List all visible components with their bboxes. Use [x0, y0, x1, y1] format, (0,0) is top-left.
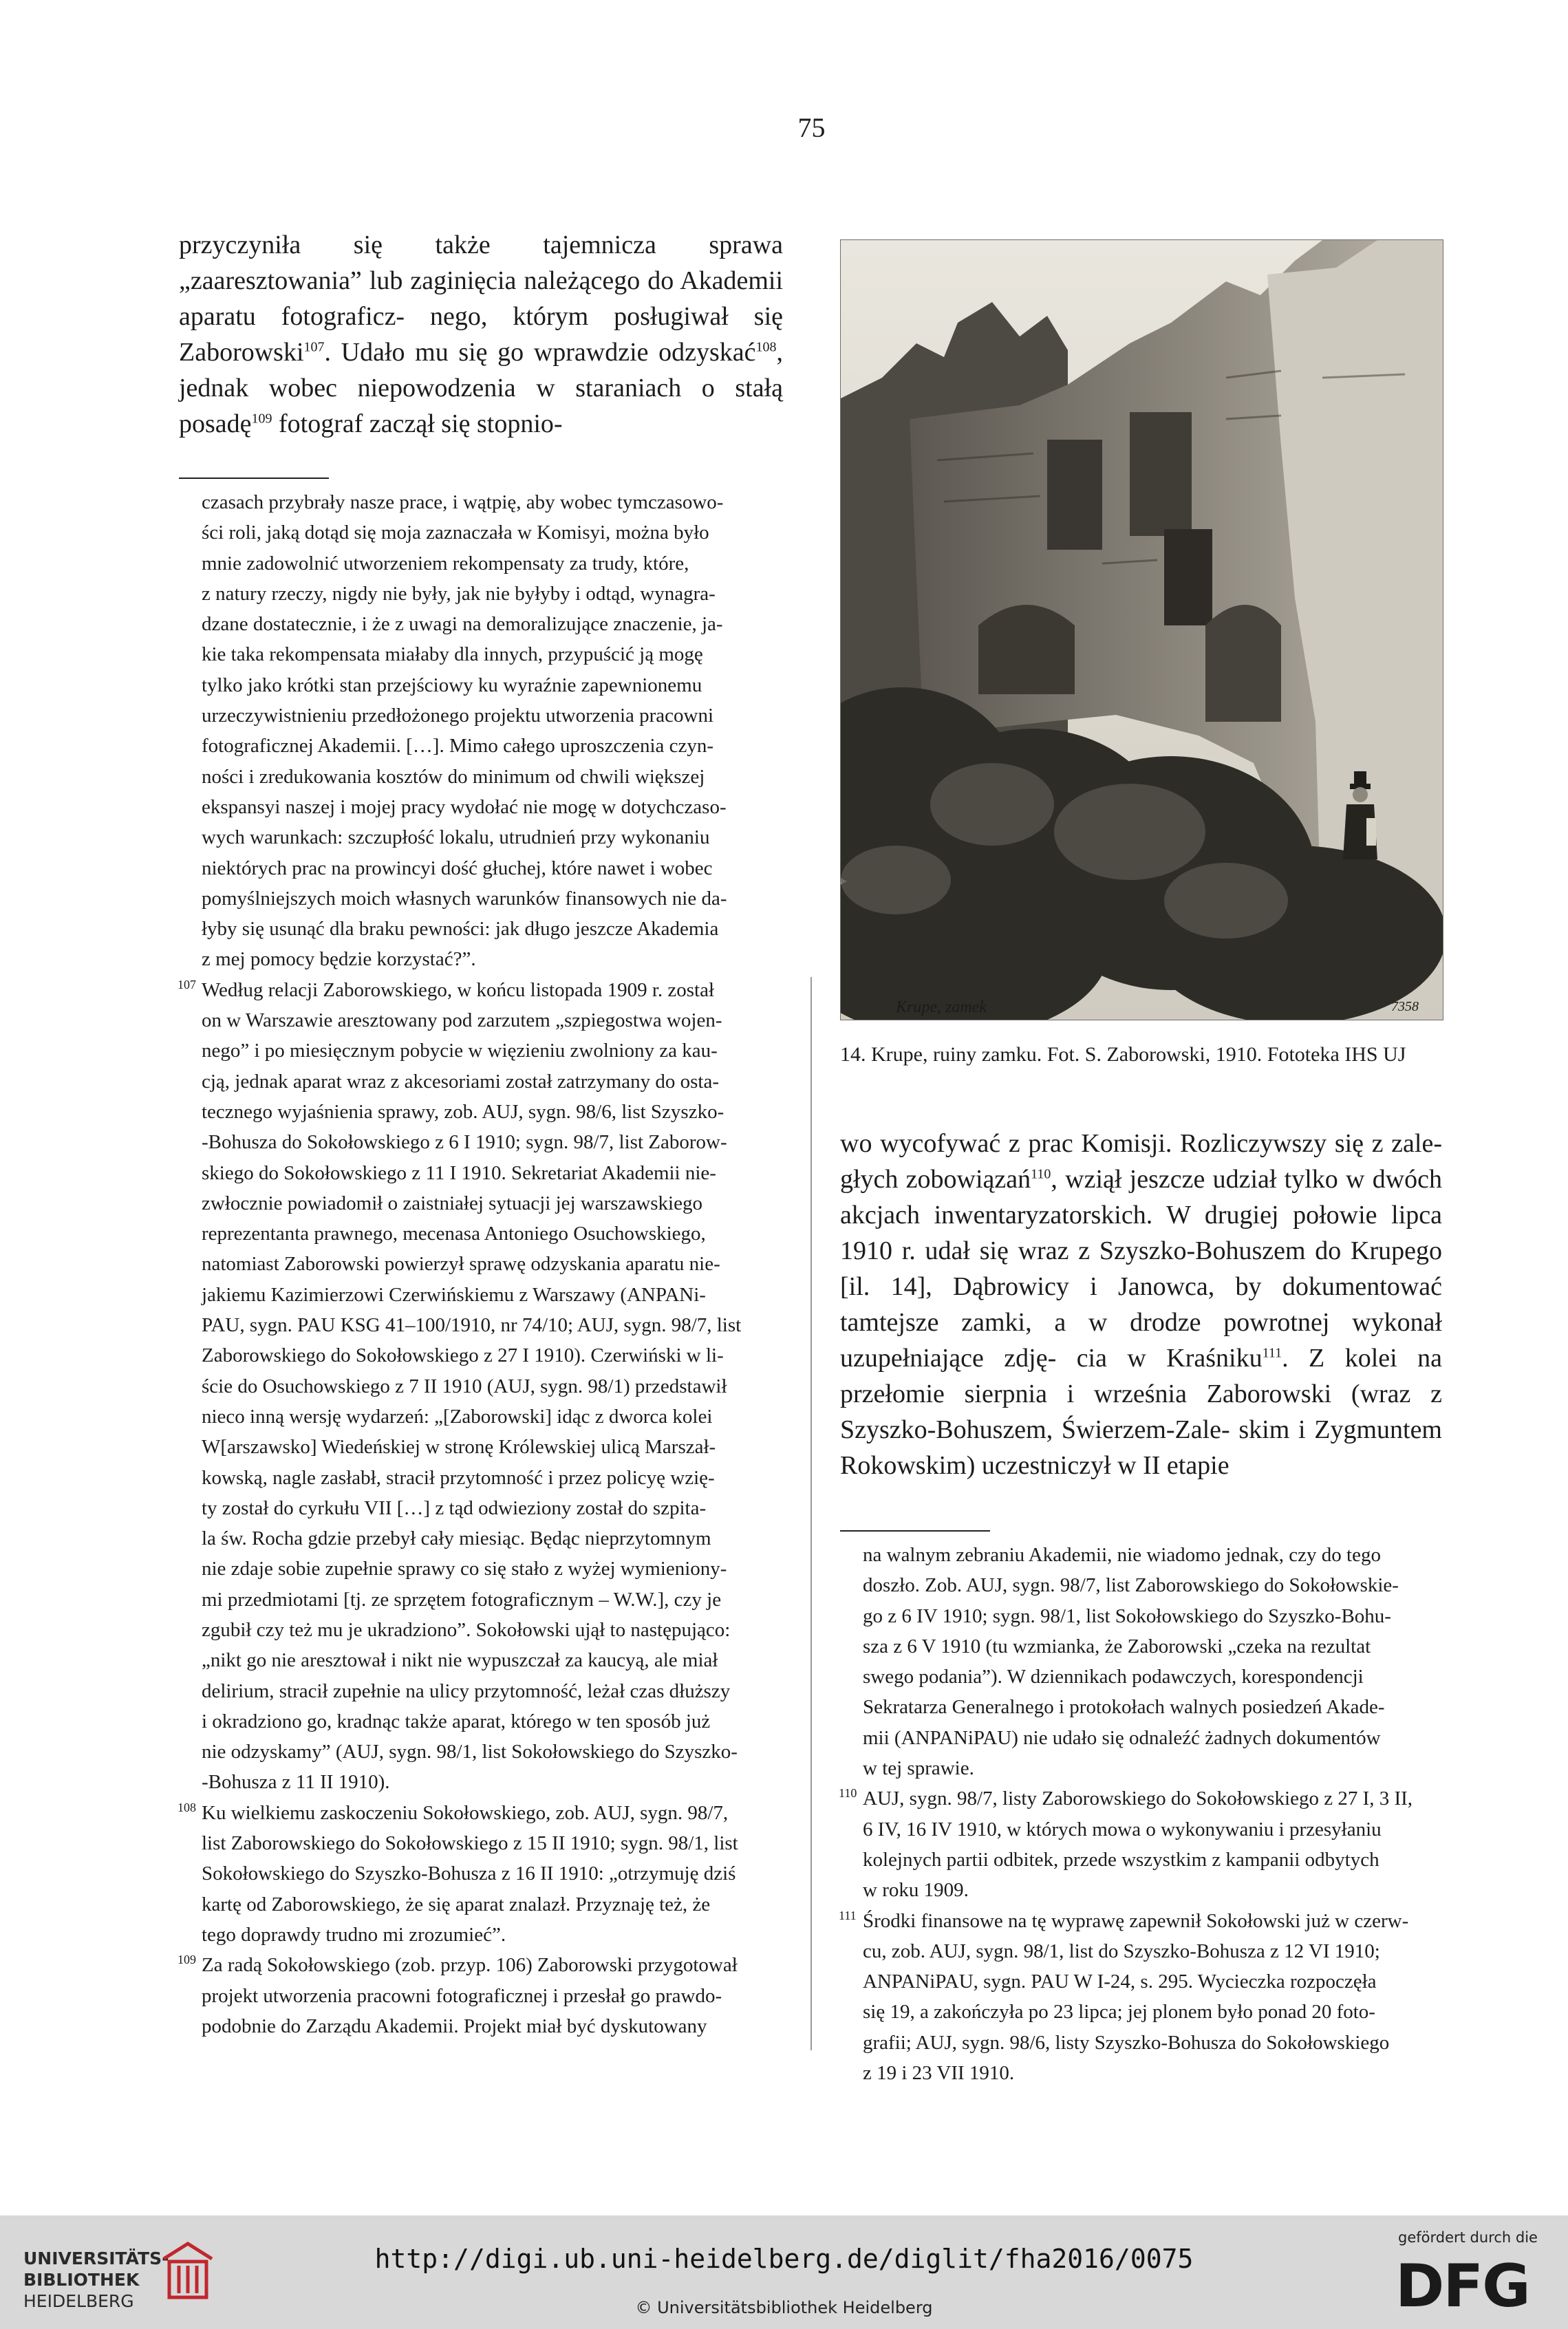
- main-paragraph-right: [840, 1126, 1442, 1483]
- text-line: go wprawdzie odzyskać: [497, 338, 756, 367]
- footnote-line: natomiast Zaborowski powierzył sprawę odzyskania aparatu nie-: [202, 1253, 720, 1276]
- footnote-line: reprezentanta prawnego, mecenasa Antoniego Osuchowskiego,: [202, 1223, 706, 1245]
- footnote-line: na walnym zebraniu Akademii, nie wiadomo jednak, czy do tego: [863, 1544, 1381, 1566]
- right-column: [840, 1126, 1442, 2088]
- footnote-line: tylko jako krótki stan przejściowy ku wyraźnie zapewnionemu: [202, 674, 702, 696]
- text-line: fotograf zaczął się stopnio-: [272, 409, 563, 438]
- footnote-line: w tej sprawie.: [863, 1757, 974, 1780]
- footnote-ref-111[interactable]: 111: [1262, 1345, 1282, 1361]
- footnote-line: wych warunkach: szczupłość lokalu, utrudnień przy wykonaniu: [202, 826, 710, 849]
- footnote-line: kolejnych partii odbitek, przede wszystkim z kampanii odbytych: [863, 1848, 1379, 1871]
- library-name-line: UNIVERSITÄTS-: [23, 2248, 169, 2268]
- footnote-ref-107[interactable]: 107: [303, 339, 325, 355]
- footnote-107: [179, 975, 783, 1798]
- footnote-line: fotograficznej Akademii. […]. Mimo całego uproszczenia czyn-: [202, 735, 714, 758]
- footnote-line: Zaborowskiego do Sokołowskiego z 27 I 1910). Czerwiński w li-: [202, 1344, 724, 1367]
- footnote-line: sza z 6 V 1910 (tu wzmianka, że Zaborowski „czeka na rezultat: [863, 1635, 1371, 1657]
- footnote-108: [179, 1798, 783, 1950]
- footnote-line: mnie zadowolnić utworzeniem rekompensaty za trudy, które,: [202, 552, 689, 575]
- footnote-line: Za radą Sokołowskiego (zob. przyp. 106) Zaborowski przygotował: [202, 1954, 738, 1977]
- footnote-line: ści roli, jaką dotąd się moja zaznaczała w Komisyi, można było: [202, 522, 709, 544]
- footnote-continuation-right: [840, 1540, 1442, 1783]
- footnote-line: go z 6 IV 1910; sygn. 98/1, list Sokołowskiego do Szyszko-Bohu-: [863, 1604, 1391, 1627]
- footnote-109: [179, 1950, 783, 2041]
- footnote-line: tecznego wyjaśnienia sprawy, zob. AUJ, sygn. 98/6, list Szyszko-: [202, 1100, 724, 1123]
- photo-inscription-right: 7358: [1391, 999, 1419, 1014]
- footnote-line: „nikt go nie aresztował i nikt nie wypuszczał za kaucyą, ale miał: [202, 1649, 718, 1672]
- left-column: [179, 227, 783, 2041]
- footnote-line: czasach przybrały nasze prace, i wątpię, aby wobec tymczasowo-: [202, 491, 724, 513]
- text-line: lub zaginięcia należącego do Akademii aparatu fotograficz-: [179, 266, 783, 331]
- footnote-line: z mej pomocy będzie korzystać?”.: [202, 948, 476, 971]
- footnote-110: [840, 1783, 1442, 1905]
- footnote-number: 108: [178, 1800, 196, 1814]
- footnote-line: i okradziono go, kradnąc także aparat, którego w ten sposób już: [202, 1710, 711, 1732]
- footnote-line: cu, zob. AUJ, sygn. 98/1, list do Szyszko-Bohusza z 12 VI 1910;: [863, 1940, 1380, 1962]
- footnote-line: zwłocznie powiadomił o zaistniałej sytuacji jej warszawskiego: [202, 1192, 702, 1214]
- photo-illustration: [841, 240, 1443, 1020]
- footnote-line: Sokołowskiego do Szyszko-Bohusza z 16 II 1910: „otrzymuję dziś: [202, 1863, 736, 1885]
- footnote-line: pomyślniejszych moich własnych warunków finansowych nie da-: [202, 887, 727, 910]
- footnote-line: Sekratarza Generalnego i protokołach walnych posiedzeń Akade-: [863, 1696, 1385, 1719]
- footnote-line: Według relacji Zaborowskiego, w końcu listopada 1909 r. został: [202, 978, 715, 1001]
- footnote-line: mii (ANPANiPAU) nie udało się odnaleźć żadnych dokumentów: [863, 1726, 1381, 1749]
- footnote-line: delirium, stracił zupełnie na ulicy przytomność, leżał czas dłuższy: [202, 1679, 731, 1702]
- footnote-line: on w Warszawie aresztowany pod zarzutem „szpiegostwa wojen-: [202, 1009, 722, 1032]
- footnote-line: ności i zredukowania kosztów do minimum od chwili większej: [202, 765, 705, 788]
- text-line: Zaborowski (wraz z Szyszko-Bohuszem, Świerzem-Zale-: [840, 1380, 1442, 1444]
- footnote-line: Ku wielkiemu zaskoczeniu Sokołowskiego, zob. AUJ, sygn. 98/7,: [202, 1801, 729, 1824]
- footnote-line: w roku 1909.: [863, 1879, 969, 1902]
- figure-caption: 14. Krupe, ruiny zamku. Fot. S. Zaborowski, 1910. Fototeka IHS UJ: [840, 1043, 1406, 1066]
- text-line: nego, którym posługiwał się Zaborowski: [179, 302, 783, 367]
- footnote-ref-110[interactable]: 110: [1031, 1166, 1051, 1182]
- funder-logo-text: DFG: [1395, 2254, 1529, 2313]
- library-name-line: HEIDELBERG: [23, 2291, 134, 2311]
- footnote-line: la św. Rocha gdzie przebył cały miesiąc. Będąc nieprzytomnym: [202, 1527, 711, 1550]
- footnote-line: z 19 i 23 VII 1910.: [863, 2062, 1015, 2085]
- footnote-ref-109[interactable]: 109: [251, 411, 272, 427]
- footnote-number: 111: [839, 1908, 857, 1922]
- footnote-line: urzeczywistnieniu przedłożonego projektu utworzenia pracowni: [202, 705, 714, 727]
- footnote-line: mi przedmiotami [tj. ze sprzętem fotograficznym – W.W.], czy je: [202, 1588, 722, 1611]
- footnote-line: doszło. Zob. AUJ, sygn. 98/7, list Zaborowskiego do Sokołowskie-: [863, 1574, 1399, 1597]
- text-line: cia w Kraśniku: [1076, 1344, 1263, 1373]
- footnote-line: podobnie do Zarządu Akademii. Projekt miał być dyskutowany: [202, 2015, 707, 2037]
- main-paragraph-left: [179, 227, 783, 442]
- footnote-line: list Zaborowskiego do Sokołowskiego z 15 II 1910; sygn. 98/1, list: [202, 1832, 738, 1855]
- footnote-line: swego podania”). W dziennikach podawczych, korespondencji: [863, 1666, 1364, 1688]
- footnote-line: nie odzyskamy” (AUJ, sygn. 98/1, list Sokołowskiego do Szyszko-: [202, 1741, 738, 1763]
- text-line: . Udało mu się: [324, 338, 488, 367]
- footnote-line: dzane dostatecznie, i że z uwagi na demoralizujące znaczenie, ja-: [202, 613, 723, 636]
- text-line: przyczyniła się także tajemnicza sprawa „zaaresztowania”: [179, 230, 783, 295]
- footnote-line: W[arszawsko] Wiedeńskiej w stronę Królewskiej ulicą Marszał-: [202, 1436, 716, 1459]
- footnote-line: skiego do Sokołowskiego z 11 I 1910. Sekretariat Akademii nie-: [202, 1161, 716, 1184]
- footnote-line: ANPANiPAU, sygn. PAU W I-24, s. 295. Wycieczka rozpoczęła: [863, 1971, 1377, 1993]
- footnote-line: tego doprawdy trudno mi zrozumieć”.: [202, 1923, 506, 1946]
- text-line: . Z kolei na przełomie sierpnia i września: [840, 1344, 1442, 1408]
- footnote-line: kie taka rekompensata miałaby dla innych, przypuścić ją mogę: [202, 643, 703, 666]
- text-line: w staraniach o stałą posadę: [179, 374, 783, 438]
- footnote-line: nie zdaje sobie zupełnie sprawy co się stało z wyżej wymieniony-: [202, 1558, 727, 1580]
- text-line: akcjach inwentaryzatorskich. W drugiej połowie lipca: [840, 1201, 1442, 1230]
- text-line: głych zobowiązań: [840, 1165, 1031, 1194]
- footnote-number: 110: [839, 1786, 857, 1801]
- photo-inscription-left: Krupe, zamek: [896, 998, 987, 1016]
- page-number: 75: [797, 112, 826, 143]
- column-divider: [810, 977, 812, 2050]
- footnote-line: nieco inną wersję wydarzeń: „[Zaborowski] idąc z dworca kolei: [202, 1405, 713, 1428]
- footnote-line: AUJ, sygn. 98/7, listy Zaborowskiego do Sokołowskiego z 27 I, 3 II,: [863, 1788, 1413, 1810]
- footnote-number: 107: [178, 977, 196, 991]
- text-line: , wziął jeszcze udział tylko w dwóch: [1051, 1165, 1443, 1194]
- footnote-line: nego” i po miesięcznym pobycie w więzieniu zwolniony za kau-: [202, 1040, 718, 1062]
- library-name-line: BIBLIOTHEK: [23, 2270, 140, 2290]
- footnote-line: ście do Osuchowskiego z 7 II 1910 (AUJ, sygn. 98/1) przedstawił: [202, 1375, 727, 1397]
- dfg-logo-icon: [1395, 2254, 1547, 2313]
- footnote-111: [840, 1906, 1442, 2089]
- footnote-line: grafii; AUJ, sygn. 98/6, listy Szyszko-Bohusza do Sokołowskiego: [863, 2031, 1390, 2054]
- castle-ruins-photo: [840, 239, 1443, 1020]
- text-line: , jednak wobec niepowodzenia: [179, 338, 783, 403]
- permalink-url[interactable]: http://digi.ub.uni-heidelberg.de/diglit/fha2016/0075: [374, 2244, 1194, 2274]
- footnote-line: kartę od Zaborowskiego, że się aparat znalazł. Przyznaję też, że: [202, 1893, 711, 1915]
- footnote-line: łyby się usunąć dla braku pewności: jak długo jeszcze Akademia: [202, 918, 719, 941]
- footnote-line: 6 IV, 16 IV 1910, w których mowa o wykonywaniu i przesyłaniu: [863, 1818, 1382, 1840]
- footnote-line: PAU, sygn. PAU KSG 41–100/1910, nr 74/10; AUJ, sygn. 98/7, list: [202, 1314, 742, 1337]
- footnote-ref-108[interactable]: 108: [755, 339, 777, 355]
- text-line: 1910 r. udał się wraz z Szyszko-Bohuszem do Krupego [il.: [840, 1236, 1442, 1301]
- footnote-line: zgubił czy też mu je ukradziono”. Sokołowski ujął to następująco:: [202, 1618, 731, 1641]
- footnote-line: -Bohusza z 11 II 1910).: [202, 1771, 390, 1794]
- footnote-line: projekt utworzenia pracowni fotograficznej i przesłał go prawdo-: [202, 1984, 722, 2007]
- footnote-line: -Bohusza do Sokołowskiego z 6 I 1910; sygn. 98/7, list Zaborow-: [202, 1131, 727, 1154]
- footnote-line: niektórych prac na prowincyi dość głuchej, które nawet i wobec: [202, 857, 713, 879]
- footnote-line: kowską, nagle zasłabł, stracił przytomność i przez policyę wzię-: [202, 1466, 715, 1489]
- footnote-line: ekspansyi naszej i mojej pracy wydołać nie mogę w dotychczaso-: [202, 795, 727, 818]
- digitization-footer: [0, 2215, 1568, 2329]
- footnote-line: cją, jednak aparat wraz z akcesoriami został zatrzymany do osta-: [202, 1070, 720, 1093]
- text-line: skim i Zygmuntem Rokowskim) uczestniczył w II etapie: [840, 1415, 1442, 1480]
- copyright-notice: © Universitätsbibliothek Heidelberg: [635, 2298, 933, 2317]
- text-line: 14], Dąbrowicy i Janowca, by dokumentować tamtejsze: [840, 1272, 1442, 1337]
- footnote-line: Środki finansowe na tę wyprawę zapewnił Sokołowski już w czerw-: [863, 1909, 1409, 1932]
- footnote-continuation-left: [179, 487, 783, 975]
- text-line: zamki, a w drodze powrotnej wykonał uzupełniające zdję-: [840, 1308, 1443, 1373]
- footnote-number: 109: [178, 1953, 196, 1967]
- footnote-line: ty został do cyrkułu VII […] z tąd odwieziony został do szpita-: [202, 1496, 707, 1519]
- footnote-line: z natury rzeczy, nigdy nie były, jak nie byłyby i odtąd, wynagra-: [202, 582, 716, 605]
- funding-note: gefördert durch die: [1398, 2229, 1538, 2246]
- footnote-line: się 19, a zakończyła po 23 lipca; jej plonem było ponad 20 foto-: [863, 2001, 1375, 2024]
- text-line: wo wycofywać z prac Komisji. Rozliczywszy się z zale-: [840, 1129, 1442, 1158]
- footnote-line: jakiemu Kazimierzowi Czerwińskiemu z Warszawy (ANPANi-: [202, 1283, 706, 1306]
